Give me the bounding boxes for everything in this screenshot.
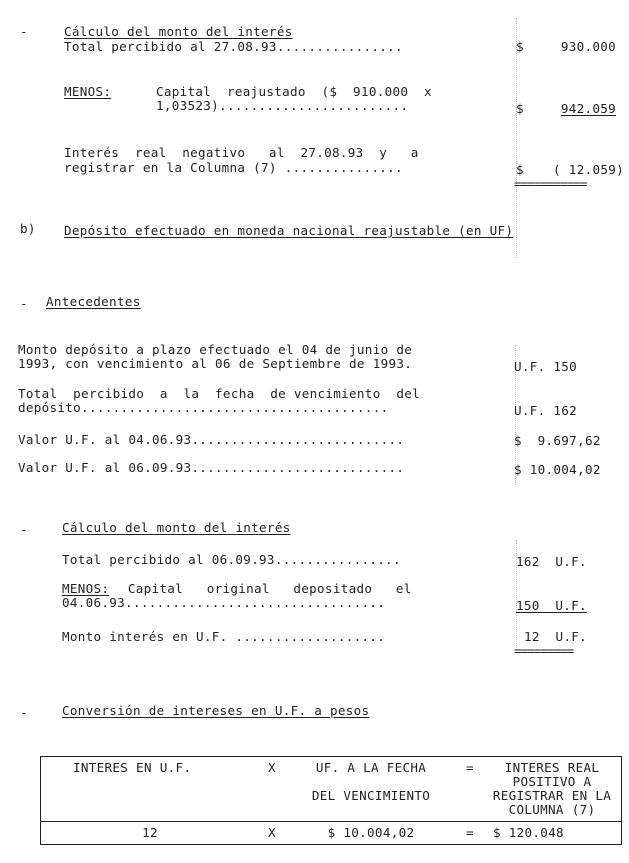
antecedentes-row-value: $ 10.004,02 xyxy=(514,462,601,477)
calculo-interest-line: Monto interés en U.F. ................... xyxy=(62,629,386,644)
section1-menos-currency: $ xyxy=(516,101,524,116)
cell-interes-uf: 12 xyxy=(41,822,260,845)
section1-interest-rule: =========== xyxy=(514,176,587,191)
conversion-table xyxy=(40,756,622,845)
calculo-dash: - xyxy=(20,522,28,537)
calculo-total-line: Total percibido al 06.09.93................ xyxy=(62,552,401,567)
calculo-interest-value: 12 U.F. xyxy=(524,629,588,644)
conversion-title: Conversión de intereses en U.F. a pesos xyxy=(62,703,370,718)
header-uf-fecha-line2: DEL VENCIMIENTO xyxy=(311,788,431,803)
section1-title: Cálculo del monto del interés xyxy=(64,24,293,39)
section1-menos-label: MENOS: xyxy=(64,84,112,99)
calculo-interest-rule: ========= xyxy=(514,643,574,658)
antecedentes-row-line: 1993, con vencimiento al 06 de Septiembre de 1993. xyxy=(18,356,413,371)
cell-uf-value: $ 10.004,02 xyxy=(285,822,457,845)
section1-menos-line2: 1,03523)........................ xyxy=(156,98,409,113)
calculo-menos-line2: 04.06.93................................. xyxy=(62,595,386,610)
header-interes-uf: INTERES EN U.F. xyxy=(41,757,260,822)
header-uf-fecha xyxy=(285,757,457,822)
cell-interes-real: $ 120.048 xyxy=(483,822,622,845)
section-b-letter: b) xyxy=(20,221,36,236)
antecedentes-row-value: $ 9.697,62 xyxy=(514,433,601,448)
section1-total-currency: $ xyxy=(516,39,524,54)
header-equals-sign: = xyxy=(457,757,483,822)
section1-menos-value: 942.059 xyxy=(560,101,616,116)
column-guide-line xyxy=(516,18,517,258)
antecedentes-row-value: U.F. 162 xyxy=(514,403,578,418)
section1-interest-line1: Interés real negativo al 27.08.93 y a xyxy=(64,145,419,160)
antecedentes-row-value: U.F. 150 xyxy=(514,359,578,374)
antecedentes-row-line: Valor U.F. al 04.06.93........................... xyxy=(18,432,405,447)
section1-total-value: 930.000 xyxy=(560,39,616,54)
antecedentes-row-line: Total percibido a la fecha de vencimiento del xyxy=(18,386,420,401)
section1-total-line: Total percibido al 27.08.93................ xyxy=(64,39,403,54)
calculo-menos-label: MENOS: xyxy=(62,581,110,596)
section1-menos-line1: Capital reajustado ($ 910.000 x xyxy=(156,84,432,99)
table-row xyxy=(41,822,622,845)
antecedentes-dash: - xyxy=(20,296,28,311)
header-uf-fecha-line1: UF. A LA FECHA xyxy=(315,760,427,775)
header-multiply-sign: X xyxy=(259,757,285,822)
antecedentes-row-line: Valor U.F. al 06.09.93........................... xyxy=(18,460,405,475)
cell-equals-sign: = xyxy=(457,822,483,845)
antecedentes-title: Antecedentes xyxy=(46,294,141,309)
section1-interest-value: ( 12.059) xyxy=(553,162,624,177)
section1-interest-currency: $ xyxy=(516,162,524,177)
cell-multiply-sign: X xyxy=(259,822,285,845)
section-b-title: Depósito efectuado en moneda nacional reajustable (en UF) xyxy=(64,223,514,238)
calculo-total-value: 162 U.F. xyxy=(516,554,587,569)
antecedentes-row-line: Monto depósito a plazo efectuado el 04 de junio de xyxy=(18,342,413,357)
calculo-title: Cálculo del monto del interés xyxy=(62,520,291,535)
calculo-menos-line1: Capital original depositado el xyxy=(120,581,412,596)
section1-dash: - xyxy=(20,24,28,39)
section1-interest-line2: registrar en la Columna (7) ............... xyxy=(64,160,403,175)
conversion-dash: - xyxy=(20,705,28,720)
antecedentes-row-line: depósito....................................... xyxy=(18,400,389,415)
calculo-menos-value: 150 U.F. xyxy=(516,598,587,613)
table-header-row xyxy=(41,757,622,822)
header-interes-real: INTERES REAL POSITIVO A REGISTRAR EN LA COLUMNA (7) xyxy=(483,757,622,822)
